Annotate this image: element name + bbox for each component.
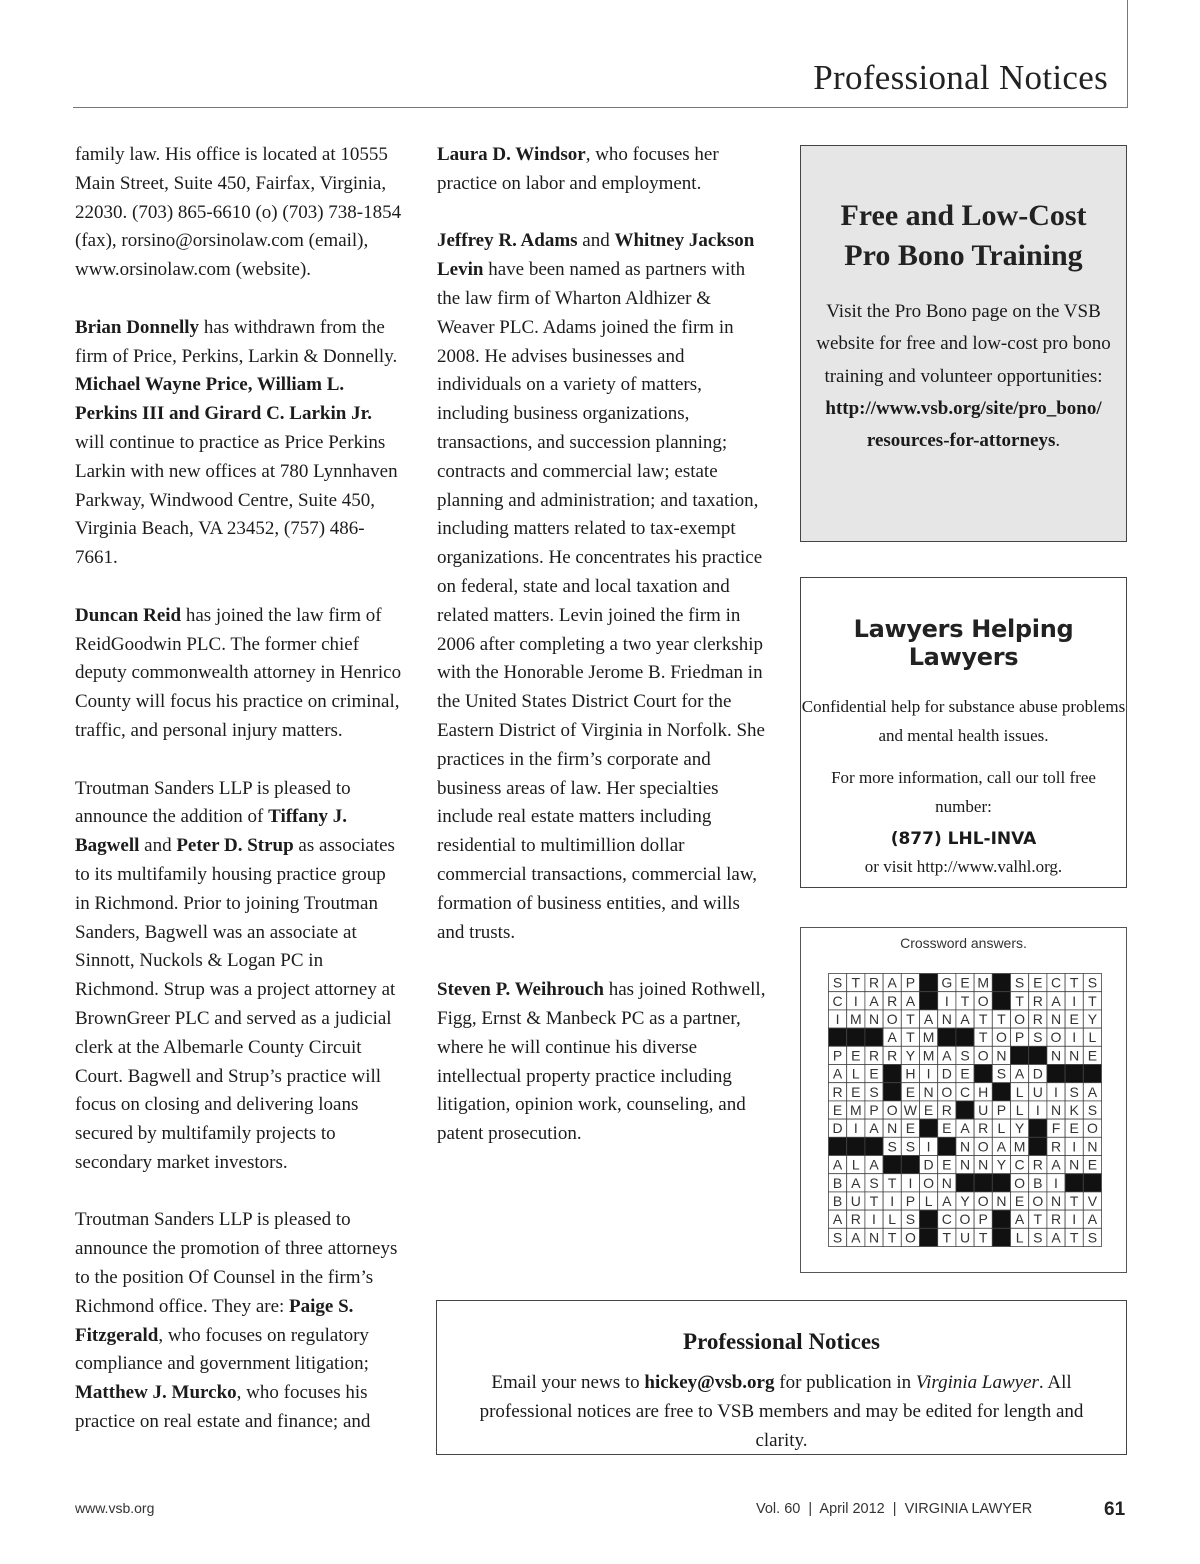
crossword-letter: A xyxy=(923,1011,934,1027)
crossword-letter: N xyxy=(1069,1156,1080,1173)
crossword-letter: P xyxy=(905,974,916,991)
crossword-letter: E xyxy=(851,1047,861,1064)
crossword-letter: I xyxy=(1054,1174,1058,1191)
crossword-letter: A xyxy=(832,1065,843,1082)
crossword-letter: N xyxy=(1050,1047,1062,1064)
crossword-black-cell xyxy=(1083,1174,1101,1192)
crossword-black-cell xyxy=(992,992,1010,1010)
notice-text: Troutman Sanders LLP is pleased to announce the promotion of three attorneys to the position Of Counsel in the firm’s Richmond office. They are: xyxy=(75,1209,398,1317)
crossword-letter: P xyxy=(996,1102,1007,1118)
crossword-letter: L xyxy=(1015,1229,1024,1246)
person-name: Paige S. Fitzgerald xyxy=(75,1295,354,1346)
crossword-letter: S xyxy=(1087,1229,1098,1246)
crossword-letter: P xyxy=(978,1211,988,1228)
notices-email-link[interactable]: hickey@vsb.org xyxy=(644,1372,775,1393)
crossword-black-cell xyxy=(1047,1065,1065,1083)
crossword-letter: M xyxy=(922,1047,935,1064)
crossword-letter: C xyxy=(1050,974,1062,991)
crossword-letter: T xyxy=(1069,1193,1079,1209)
crossword-letter: I xyxy=(872,1211,876,1228)
crossword-letter: M xyxy=(849,1011,862,1027)
crossword-letter: O xyxy=(886,1102,898,1118)
crossword-letter: S xyxy=(1087,974,1098,991)
crossword-letter: A xyxy=(996,1138,1007,1155)
crossword-letter: T xyxy=(978,1029,988,1046)
crossword-letter: E xyxy=(1014,1193,1025,1209)
crossword-letter: A xyxy=(1087,1211,1098,1228)
crossword-letter: O xyxy=(1014,1011,1026,1027)
crossword-letter: L xyxy=(924,1193,933,1209)
notice-text: has withdrawn from the firm of Price, Perkins, Larkin & Donnelly. xyxy=(75,316,398,367)
notice-paragraph xyxy=(75,1206,405,1436)
notice-paragraph xyxy=(75,602,405,746)
crossword-letter: N xyxy=(959,1156,971,1173)
crossword-letter: R xyxy=(1050,1211,1062,1228)
notice-text: and xyxy=(577,230,615,252)
crossword-letter: W xyxy=(903,1102,918,1118)
crossword-letter: E xyxy=(942,1120,952,1137)
crossword-letter: O xyxy=(923,1174,935,1191)
notice-paragraph xyxy=(437,227,767,947)
professional-notices-box xyxy=(436,1300,1127,1455)
notices-text-post: . All professional notices are free to VSB members and may be edited for length and clarity. xyxy=(479,1372,1084,1451)
crossword-letter: T xyxy=(997,1011,1006,1027)
crossword-letter: R xyxy=(1032,1011,1043,1027)
crossword-letter: U xyxy=(959,1229,971,1246)
crossword-letter: C xyxy=(941,1211,952,1228)
crossword-letter: A xyxy=(869,1156,879,1173)
crossword-letter: A xyxy=(1051,992,1061,1009)
crossword-letter: C xyxy=(832,992,843,1009)
crossword-letter: R xyxy=(941,1102,952,1118)
crossword-letter: O xyxy=(959,1211,971,1228)
crossword-black-cell xyxy=(974,1065,992,1083)
crossword-black-cell xyxy=(956,1101,974,1119)
notice-text: as associates to its multifamily housing practice group in Richmond. Prior to joining Troutman Sanders, Bagwell was an associate at Sinnott, Nuckols & Logan PC in Richmond. Strup was a project attorney at BrownGreer PLC and served as a judicial clerk at the Albemarle County Circuit Court. Bagwell and Strup’s practice will focus on closing and delivering loans secured by multifamily projects to secondary market investors. xyxy=(75,835,396,1173)
crossword-black-cell xyxy=(920,1228,938,1246)
crossword-letter: E xyxy=(851,1083,861,1100)
crossword-black-cell xyxy=(992,1228,1010,1246)
crossword-letter: C xyxy=(959,1083,971,1100)
crossword-letter: I xyxy=(926,1138,931,1155)
crossword-letter: N xyxy=(923,1083,934,1100)
footer-issue-info: Vol. 60 | April 2012 | VIRGINIA LAWYER xyxy=(756,1501,1033,1517)
crossword-black-cell xyxy=(1029,1137,1047,1155)
crossword-letter: I xyxy=(853,1120,858,1137)
crossword-letter: Y xyxy=(996,1156,1007,1173)
crossword-black-cell xyxy=(920,1210,938,1228)
crossword-letter: L xyxy=(851,1065,860,1082)
crossword-letter: S xyxy=(1033,1029,1043,1046)
crossword-letter: R xyxy=(832,1083,843,1100)
notice-text: , who focuses his practice on real estate and finance; and xyxy=(75,1382,371,1433)
crossword-black-cell xyxy=(865,1137,883,1155)
crossword-letter: C xyxy=(1014,1156,1025,1173)
crossword-letter: R xyxy=(868,1047,880,1064)
crossword-letter: A xyxy=(960,1120,970,1137)
crossword-letter: N xyxy=(996,1047,1007,1064)
crossword-letter: A xyxy=(1051,1156,1061,1173)
crossword-black-cell xyxy=(1011,1046,1029,1064)
crossword-black-cell xyxy=(956,1174,974,1192)
crossword-letter: A xyxy=(1014,1211,1025,1228)
crossword-letter: E xyxy=(942,1156,952,1173)
notice-paragraph xyxy=(437,141,767,199)
crossword-letter: N xyxy=(1050,1193,1062,1209)
crossword-letter: Y xyxy=(905,1047,916,1064)
crossword-letter: L xyxy=(1088,1029,1097,1046)
crossword-black-cell xyxy=(920,1119,938,1137)
crossword-letter: R xyxy=(1032,1156,1043,1173)
pro-bono-title-line2: Pro Bono Training xyxy=(844,239,1083,272)
crossword-letter: L xyxy=(1015,1102,1024,1118)
crossword-letter: T xyxy=(1015,992,1024,1009)
crossword-letter: N xyxy=(1087,1138,1098,1155)
crossword-letter: M xyxy=(977,974,990,991)
crossword-letter: K xyxy=(1069,1102,1079,1118)
crossword-caption: Crossword answers. xyxy=(900,935,1027,951)
crossword-letter: S xyxy=(869,1174,879,1191)
crossword-letter: I xyxy=(1072,1138,1077,1155)
crossword-letter: U xyxy=(1032,1083,1043,1100)
crossword-letter: I xyxy=(1054,1083,1058,1100)
crossword-letter: I xyxy=(835,1011,840,1027)
crossword-letter: G xyxy=(941,974,953,991)
crossword-letter: O xyxy=(977,992,989,1009)
crossword-letter: T xyxy=(942,1229,952,1246)
crossword-letter: B xyxy=(832,1174,843,1191)
crossword-letter: S xyxy=(1014,974,1025,991)
pro-bono-link[interactable]: http://www.vsb.org/site/pro_bono/ resources-for-attorneys xyxy=(825,397,1102,452)
crossword-letter: O xyxy=(995,1029,1007,1046)
crossword-letter: A xyxy=(1014,1065,1025,1082)
crossword-letter: E xyxy=(923,1102,934,1118)
middle-column xyxy=(437,141,767,1178)
pro-bono-title xyxy=(801,196,1126,276)
crossword-grid xyxy=(828,973,1102,1247)
crossword-letter: R xyxy=(868,974,880,991)
crossword-letter: R xyxy=(1032,992,1043,1009)
crossword-letter: A xyxy=(942,1193,952,1209)
crossword-black-cell xyxy=(829,1137,847,1155)
crossword-letter: I xyxy=(1072,1029,1077,1046)
crossword-letter: S xyxy=(905,1211,916,1228)
crossword-letter: E xyxy=(869,1065,879,1082)
crossword-letter: A xyxy=(905,992,916,1009)
crossword-letter: N xyxy=(1050,1102,1062,1118)
crossword-letter: O xyxy=(1086,1120,1098,1137)
lhl-phone-number: (877) LHL-INVA xyxy=(890,829,1037,849)
crossword-letter: U xyxy=(978,1102,989,1118)
crossword-black-cell xyxy=(1029,1119,1047,1137)
notices-body xyxy=(437,1369,1126,1455)
crossword-letter: P xyxy=(869,1102,879,1118)
crossword-letter: B xyxy=(1033,1174,1043,1191)
crossword-letter: S xyxy=(832,974,843,991)
crossword-letter: E xyxy=(960,974,970,991)
notice-text: and xyxy=(139,835,177,857)
crossword-letter: P xyxy=(1014,1029,1025,1046)
crossword-letter: O xyxy=(886,1011,898,1027)
person-name: Peter D. Strup xyxy=(176,835,294,857)
crossword-letter: O xyxy=(977,1138,989,1155)
notices-publication-name: Virginia Lawyer xyxy=(915,1372,1039,1393)
lawyers-helping-lawyers-box xyxy=(800,577,1127,888)
crossword-letter: E xyxy=(1033,974,1043,991)
crossword-letter: T xyxy=(851,974,861,991)
crossword-letter: T xyxy=(887,1174,897,1191)
crossword-black-cell xyxy=(865,1028,883,1046)
crossword-letter: S xyxy=(1069,1083,1079,1100)
crossword-letter: S xyxy=(869,1083,879,1100)
crossword-black-cell xyxy=(938,1028,956,1046)
notices-title: Professional Notices xyxy=(683,1329,880,1354)
notice-text: have been named as partners with the law firm of Wharton Aldhizer & Weaver PLC. Adams joined the firm in 2008. He advises businesses and individuals on a variety of matters, including business organizations, transactions, and succession planning; contracts and commercial law; estate planning and administration; and taxation, including matters related to tax-exempt organizations. He concentrates his practice on federal, state and local taxation and related matters. Levin joined the firm in 2006 after completing a two year clerkship with the Honorable Jerome B. Friedman in the United States District Court for the Eastern District of Virginia in Norfolk. She practices in the firm’s corporate and business areas of law. Her specialties include real estate matters including residential to multimillion dollar commercial transactions, commercial law, formation of business entities, and wills and trusts. xyxy=(437,259,765,943)
crossword-letter: H xyxy=(978,1083,989,1100)
crossword-letter: U xyxy=(850,1193,861,1209)
crossword-letter: T xyxy=(978,1229,988,1246)
crossword-letter: N xyxy=(996,1193,1007,1209)
page-header-title: Professional Notices xyxy=(813,58,1108,97)
notice-text: has joined the law firm of ReidGoodwin PLC. The former chief deputy commonwealth attorney in Henrico County will focus his practice on criminal, traffic, and personal injury matters. xyxy=(75,604,402,741)
crossword-letter: A xyxy=(851,1229,861,1246)
crossword-letter: A xyxy=(887,974,897,991)
crossword-letter: E xyxy=(1069,1011,1079,1027)
crossword-letter: E xyxy=(832,1102,843,1118)
crossword-letter: E xyxy=(1069,1120,1079,1137)
crossword-letter: O xyxy=(941,1083,953,1100)
crossword-letter: R xyxy=(978,1120,989,1137)
crossword-black-cell xyxy=(883,1156,901,1174)
crossword-black-cell xyxy=(956,1028,974,1046)
crossword-black-cell xyxy=(1065,1174,1083,1192)
crossword-letter: L xyxy=(1015,1083,1024,1100)
crossword-letter: S xyxy=(1033,1229,1043,1246)
crossword-letter: T xyxy=(906,1029,915,1046)
notice-paragraph xyxy=(75,141,405,285)
crossword-letter: R xyxy=(887,992,898,1009)
crossword-letter: O xyxy=(1014,1174,1026,1191)
crossword-letter: T xyxy=(1069,974,1079,991)
crossword-letter: P xyxy=(905,1193,916,1209)
crossword-letter: S xyxy=(832,1229,843,1246)
crossword-answers-box xyxy=(800,927,1127,1273)
crossword-letter: D xyxy=(923,1156,934,1173)
crossword-letter: N xyxy=(959,1138,971,1155)
crossword-letter: V xyxy=(1087,1193,1098,1209)
person-name: Steven P. Weihrouch xyxy=(437,979,604,1001)
crossword-letter: T xyxy=(960,992,970,1009)
crossword-letter: A xyxy=(942,1047,952,1064)
crossword-letter: E xyxy=(905,1120,916,1137)
crossword-letter: L xyxy=(997,1120,1006,1137)
crossword-black-cell xyxy=(974,1174,992,1192)
notice-text: will continue to practice as Price Perkins Larkin with new offices at 780 Lynnhaven Parkway, Windwood Centre, Suite 450, Virginia Beach, VA 23452, (757) 486-7661. xyxy=(75,431,398,569)
crossword-black-cell xyxy=(847,1137,865,1155)
crossword-black-cell xyxy=(901,1156,919,1174)
crossword-letter: S xyxy=(905,1138,916,1155)
pro-bono-title-line1: Free and Low-Cost xyxy=(840,199,1087,232)
crossword-letter: O xyxy=(1032,1193,1044,1209)
person-name: Brian Donnelly xyxy=(75,316,200,338)
page-number: 61 xyxy=(1104,1499,1126,1520)
crossword-letter: N xyxy=(941,1174,952,1191)
crossword-letter: M xyxy=(922,1029,935,1046)
lhl-contact-line: For more information, call our toll free number: xyxy=(831,768,1096,816)
lhl-description-text: Confidential help for substance abuse problems and mental health issues. xyxy=(801,697,1126,745)
crossword-letter: D xyxy=(832,1120,843,1137)
header-rule xyxy=(73,107,1127,108)
crossword-letter: E xyxy=(1087,1047,1098,1064)
left-column xyxy=(75,141,405,1466)
crossword-letter: A xyxy=(1087,1083,1098,1100)
crossword-black-cell xyxy=(1029,1046,1047,1064)
crossword-letter: S xyxy=(887,1138,897,1155)
crossword-letter: N xyxy=(978,1156,989,1173)
pro-bono-text: Visit the Pro Bono page on the VSB website for free and low-cost pro bono training and volunteer opportunities: xyxy=(816,301,1111,387)
crossword-letter: I xyxy=(1072,1211,1077,1228)
crossword-black-cell xyxy=(920,992,938,1010)
crossword-letter: I xyxy=(1072,992,1077,1009)
crossword-letter: N xyxy=(941,1011,952,1027)
crossword-letter: S xyxy=(960,1047,970,1064)
crossword-letter: S xyxy=(1087,1102,1098,1118)
notice-text: Troutman Sanders LLP is pleased to announce the addition of xyxy=(75,777,351,828)
crossword-black-cell xyxy=(992,1210,1010,1228)
crossword-letter: Y xyxy=(1014,1120,1025,1137)
lhl-title: Lawyers Helping Lawyers xyxy=(853,615,1074,671)
notice-text: has joined Rothwell, Figg, Ernst & Manbeck PC as a partner, where he will continue his diverse intellectual property practice including litigation, opinion work, counseling, and patent prosecution. xyxy=(437,979,766,1145)
crossword-black-cell xyxy=(883,1083,901,1101)
notice-text: , who focuses on regulatory compliance and government litigation; xyxy=(75,1324,369,1375)
lhl-description xyxy=(801,693,1126,750)
crossword-letter: B xyxy=(832,1193,843,1209)
crossword-letter: M xyxy=(1013,1138,1026,1155)
crossword-letter: F xyxy=(1051,1120,1061,1137)
crossword-letter: M xyxy=(849,1102,862,1118)
crossword-letter: T xyxy=(906,1011,915,1027)
crossword-letter: A xyxy=(851,1174,861,1191)
notice-paragraph xyxy=(75,314,405,573)
crossword-letter: I xyxy=(908,1174,913,1191)
person-name: Laura D. Windsor xyxy=(437,144,586,165)
lhl-contact-text xyxy=(801,764,1126,821)
crossword-letter: N xyxy=(868,1229,880,1246)
crossword-letter: Y xyxy=(960,1193,970,1209)
person-name: Whitney Jackson Levin xyxy=(437,230,755,281)
crossword-letter: R xyxy=(887,1047,898,1064)
notices-text-mid: for publication in xyxy=(774,1372,916,1393)
notice-text: , who focuses her practice on labor and employment. xyxy=(437,144,719,194)
crossword-letter: S xyxy=(996,1065,1007,1082)
crossword-letter: A xyxy=(832,1211,843,1228)
crossword-letter: I xyxy=(890,1193,895,1209)
crossword-black-cell xyxy=(847,1028,865,1046)
crossword-black-cell xyxy=(938,1137,956,1155)
crossword-black-cell xyxy=(829,1028,847,1046)
crossword-letter: D xyxy=(941,1065,952,1082)
crossword-letter: A xyxy=(832,1156,843,1173)
crossword-letter: I xyxy=(1035,1102,1040,1118)
crossword-letter: T xyxy=(887,1229,897,1246)
crossword-letter: Y xyxy=(1087,1011,1098,1027)
person-name: Jeffrey R. Adams xyxy=(437,230,578,252)
crossword-letter: N xyxy=(1069,1047,1080,1064)
crossword-letter: I xyxy=(853,992,858,1009)
crossword-black-cell xyxy=(1065,1065,1083,1083)
crossword-letter: N xyxy=(868,1011,880,1027)
crossword-letter: O xyxy=(1050,1029,1062,1046)
crossword-letter: A xyxy=(869,1120,879,1137)
crossword-letter: T xyxy=(869,1193,879,1209)
crossword-letter: L xyxy=(888,1211,897,1228)
crossword-letter: A xyxy=(869,992,879,1009)
person-name: Duncan Reid xyxy=(75,604,182,626)
pro-bono-body xyxy=(801,296,1126,457)
crossword-black-cell xyxy=(992,974,1010,992)
crossword-letter: A xyxy=(960,1011,970,1027)
crossword-letter: O xyxy=(904,1229,916,1246)
notice-paragraph xyxy=(75,775,405,1178)
crossword-black-cell xyxy=(992,1083,1010,1101)
notices-text-pre: Email your news to xyxy=(491,1372,645,1393)
notice-text: family law. His office is located at 10555 Main Street, Suite 450, Fairfax, Virginia, 22030. (703) 865-6610 (o) (703) 738-1854 (fax), rorsino@orsinolaw.com (email), www.orsinolaw.com (website). xyxy=(75,144,402,281)
crossword-letter: D xyxy=(1032,1065,1043,1082)
crossword-letter: I xyxy=(926,1065,931,1082)
crossword-black-cell xyxy=(1083,1065,1101,1083)
header-vertical-rule xyxy=(1127,0,1128,108)
crossword-letter: T xyxy=(1069,1229,1079,1246)
crossword-letter: A xyxy=(887,1029,897,1046)
crossword-letter: O xyxy=(977,1047,989,1064)
crossword-letter: N xyxy=(887,1120,898,1137)
person-name: Matthew J. Murcko xyxy=(75,1382,237,1404)
crossword-letter: E xyxy=(960,1065,970,1082)
crossword-letter: T xyxy=(1033,1211,1043,1228)
lhl-website-link[interactable]: or visit http://www.valhl.org. xyxy=(864,857,1063,876)
crossword-black-cell xyxy=(883,1065,901,1083)
crossword-letter: O xyxy=(977,1193,989,1209)
crossword-letter: A xyxy=(1051,1229,1061,1246)
crossword-letter: T xyxy=(978,1011,988,1027)
crossword-letter: H xyxy=(905,1065,916,1082)
crossword-letter: R xyxy=(850,1211,861,1228)
crossword-letter: N xyxy=(1050,1011,1062,1027)
crossword-letter: T xyxy=(1088,992,1097,1009)
crossword-letter: E xyxy=(905,1083,916,1100)
crossword-letter: P xyxy=(832,1047,843,1064)
crossword-letter: E xyxy=(1087,1156,1098,1173)
person-name: Tiffany J. Bagwell xyxy=(75,806,347,857)
crossword-black-cell xyxy=(992,1174,1010,1192)
pro-bono-url-period: . xyxy=(1055,430,1061,452)
notice-paragraph xyxy=(437,976,767,1149)
crossword-black-cell xyxy=(920,974,938,992)
crossword-letter: R xyxy=(1050,1138,1062,1155)
crossword-letter: I xyxy=(944,992,949,1009)
pro-bono-training-box xyxy=(800,145,1127,542)
crossword-letter: L xyxy=(851,1156,860,1173)
footer-website[interactable]: www.vsb.org xyxy=(75,1500,155,1516)
person-name: Michael Wayne Price, William L. Perkins III and Girard C. Larkin Jr. xyxy=(75,374,373,425)
